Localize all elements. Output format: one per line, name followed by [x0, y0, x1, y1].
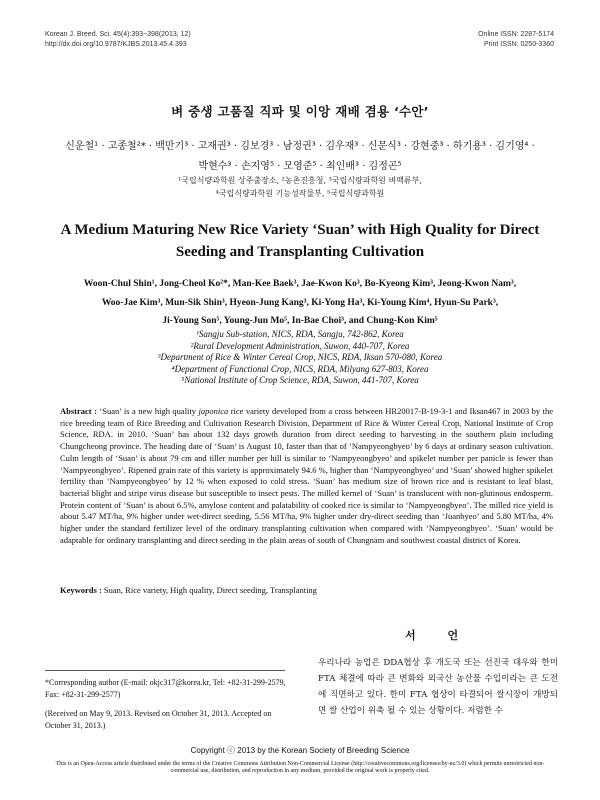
keywords-label: Keywords :: [60, 585, 102, 595]
license-notice: This is an Open-Access article distributed under the terms of the Creative Commons Attribution Non-Commercial License (http://creativecommons.org/licenses/by-nc/3.0) which permits unrestricted non-commercial use, distribution, and reproduction in any medium, provided the original work is properly cited.: [55, 761, 545, 774]
english-title: [40, 219, 560, 263]
english-authors: [40, 275, 560, 331]
english-title-line: Seeding and Transplanting Cultivation: [175, 244, 425, 260]
affiliation-line: ⁴Department of Functional Crop, NICS, RDA, Milyang 627-803, Korea: [171, 363, 429, 374]
section-title-introduction: 서 언: [405, 629, 473, 642]
english-authors-line: Woo-Jae Kim³, Mun-Sik Shin³, Hyeon-Jung Kang³, Ki-Yong Ha³, Ki-Young Kim⁴, Hyun-Su Park³,: [101, 297, 499, 308]
korean-authors: [60, 137, 540, 177]
journal-citation: Korean J. Breed. Sci. 45(4):393~398(2013, 12): [45, 31, 191, 38]
doi-link[interactable]: http://dx.doi.org/10.9787/KJBS.2013.45.4.393: [45, 41, 187, 48]
abstract-text: rice variety developed from a cross between HR20017-B-19-3-1 and Iksan467 in 2003 by the rice breeding team of Rice Breeding and Cultivation Research Division, Department of Rice & Winter Cereal Crop, National Institute of Crop Science, RDA. in 2010. ‘Suan’ has about 132 days growth duration from direct seeding to harvesting in the southern plain including Chungcheong province. The heading date of ‘Suan’ is August 10, faster than that of ‘Nampyeongbyeo’ by 6 days at ordinary season cultivation. Culm length of ‘Suan’ is about 79 cm and tiller number per hill is similar to ‘Nampyeongbyeo’ and spikelet number per panicle is fewer than ‘Nampyeongbyeo’. Ripened grain rate of this variety is approximately 94.6 %, higher than ‘Nampyeongbyeo’ and ‘Suan’ showed higher spikelet fertility than ‘Nampyeongbyeo’ by 12 % when exposed to cold stress. ‘Suan’ has medium size of brown rice and is resistant to leaf blast, bacterial blight and stripe virus disease but susceptible to insect pests. The milled kernel of ‘Suan’ is translucent with non-glutinous endosperm. Protein content of ‘Suan’ is about 6.5%, amylose content and palatability of cooked rice is similar to ‘Nampyeongbyeo’. The milled rice yield is about 5.47 MT/ha, 9% higher under wet-direct seeding, 5.56 MT/ha, 9% higher under dry-direct seeding than ‘Juanbyeo’ and 5.80 MT/ha, 4% higher under the standard fertilizer level of the ordinary transplanting cultivation when compared with ‘Nampyeongbyeo’. ‘Suan’ would be adaptable for ordinary transplanting and direct seeding in the plain areas of south of Chungnam and southwest coastal district of Korea.: [60, 406, 554, 545]
affiliation-line: ³Department of Rice & Winter Cereal Crop, NICS, RDA, Iksan 570-080, Korea: [157, 352, 443, 362]
online-issn: Online ISSN: 2287-5174: [478, 31, 554, 38]
corresponding-author-note: *Corresponding author (E-mail: okjc317@korea.kr, Tel: +82-31-299-2579, Fax: +82-31-299-2577): [45, 678, 286, 699]
issn-header: [478, 30, 554, 50]
journal-header: [45, 30, 191, 50]
abstract-italic-term: japonica: [198, 406, 229, 416]
introduction-text: 우리나라 농업은 DDA협상 후 개도국 또는 선진국 대우와 한미 FTA 체결에 따라 큰 변화와 외국산 농산물 수입이라는 큰 도전에 직면하고 있다. 한미 FTA 협상이 타결되어 쌀시장이 개방되면 쌀 산업이 위축 될 수 있는 상황이다. 저렴한 수: [318, 658, 558, 716]
korean-authors-line: 박현수³ · 손지영⁵ · 모영준⁵ · 최인배³ · 김정곤⁵: [198, 161, 402, 172]
english-authors-line: Woon-Chul Shin¹, Jong-Cheol Ko²*, Man-Kee Baek³, Jae-Kwon Ko³, Bo-Kyeong Kim³, Jeong-Kwon Nam³,: [83, 279, 517, 289]
korean-affiliations: [60, 174, 540, 200]
affiliation-line: ²Rural Development Administration, Suwon, 440-707, Korea: [190, 340, 410, 351]
abstract-label: Abstract :: [60, 406, 97, 416]
english-title-line: A Medium Maturing New Rice Variety ‘Suan’ with High Quality for Direct: [60, 222, 540, 238]
keywords: [60, 585, 317, 595]
keywords-text: Suan, Rice variety, High quality, Direct seeding, Transplanting: [101, 585, 317, 595]
english-affiliations: [40, 329, 560, 387]
korean-affiliation-line: ⁴국립식량과학원 기능성작물부, ⁵국립식량과학원: [215, 189, 385, 198]
affiliation-line: ¹Sangju Sub-station, NICS, RDA, Sangju, 742-862, Korea: [196, 329, 404, 339]
english-authors-line: Ji-Young Son⁵, Young-Jun Mo⁵, In-Bae Choi³, and Chung-Kon Kim⁵: [162, 316, 438, 326]
received-dates-note: (Received on May 9, 2013. Revised on October 31, 2013. Accepted on October 31, 2013.): [45, 709, 272, 730]
korean-title: 벼 중생 고품질 직파 및 이앙 재배 겸용 ‘수안’: [171, 104, 429, 119]
print-issn: Print ISSN: 0250-3360: [483, 41, 554, 48]
abstract: [60, 406, 553, 546]
korean-authors-line: 신운철¹ · 고종철²* · 백만기³ · 고재권³ · 김보경³ · 남정권³ · 김우재³ · 신문식³ · 강현중³ · 하기용³ · 김기영⁴ ·: [65, 141, 535, 152]
affiliation-line: ⁵National Institute of Crop Science, RDA, Suwon, 441-707, Korea: [181, 375, 419, 385]
copyright-notice: Copyright ⓒ 2013 by the Korean Society of Breeding Science: [190, 746, 410, 755]
abstract-text: ‘Suan’ is a new high quality: [96, 406, 199, 416]
footnote-divider: [45, 670, 285, 671]
korean-affiliation-line: ¹국립식량과학원 상주출장소, ²농촌진흥청, ³국립식량과학원 벼맥류부,: [178, 176, 422, 185]
